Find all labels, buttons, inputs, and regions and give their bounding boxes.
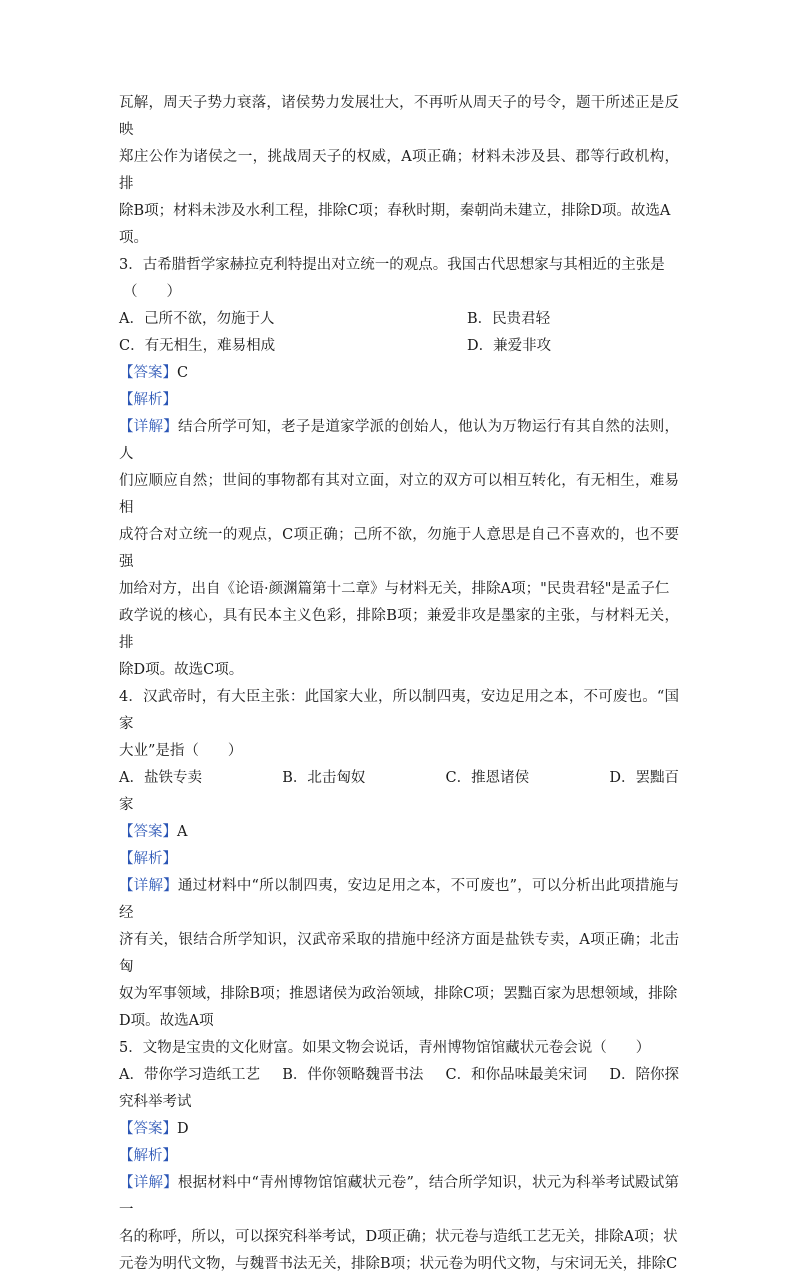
option-b: B．北击匈奴 (282, 770, 366, 786)
answer-tag: 【答案】 (119, 824, 177, 840)
detail-text: 根据材料中“青州博物馆馆藏状元卷”，结合所学知识，状元为科举考试殿试第一 (119, 1175, 680, 1218)
option-a: A．己所不欲，勿施于人 (119, 311, 275, 327)
option-wrap: 家 (119, 797, 134, 813)
question-stem: 4．汉武帝时，有大臣主张：此国家大业，所以制四夷，安边足用之本，不可废也。“国家 (119, 689, 679, 732)
answer-blank: （ ） (123, 284, 181, 300)
analysis-tag: 【解析】 (119, 392, 177, 408)
answer-line (119, 1116, 679, 1143)
question-5 (119, 1035, 679, 1278)
question-stem: 3．古希腊哲学家赫拉克利特提出对立统一的观点。我国古代思想家与其相近的主张是 (119, 257, 665, 273)
detail-block (119, 873, 679, 1035)
detail-line (119, 1170, 679, 1224)
detail-line: 元卷为明代文物，与魏晋书法无关，排除B项；状元卷为明代文物，与宋词无关，排除C (119, 1256, 678, 1272)
analysis-line (119, 1143, 679, 1170)
option-c: C．有无相生，难易相成 (119, 338, 276, 354)
answer-tag: 【答案】 (119, 365, 177, 381)
intro-line: 郑庄公作为诸侯之一，挑战周天子的权威，A项正确；材料未涉及县、郡等行政机构，排 (119, 149, 679, 192)
analysis-tag: 【解析】 (119, 851, 177, 867)
option-d: D．陪你探 (609, 1067, 679, 1083)
options (119, 1062, 679, 1116)
detail-line: 成符合对立统一的观点，C项正确；己所不欲，勿施于人意思是自己不喜欢的，也不要强 (119, 527, 679, 570)
question-4 (119, 684, 679, 1035)
option-wrap: 究科举考试 (119, 1094, 192, 1110)
detail-line: 加给对方，出自《论语·颜渊篇第十二章》与材料无关，排除A项；"民贵君轻"是孟子仁 (119, 581, 670, 597)
analysis-line (119, 846, 679, 873)
detail-text: 结合所学可知，老子是道家学派的创始人，他认为万物运行有其自然的法则，人 (119, 419, 680, 462)
detail-line: 们应顺应自然；世间的事物都有其对立面，对立的双方可以相互转化，有无相生，难易相 (119, 473, 679, 516)
option-b: B．民贵君轻 (467, 311, 551, 327)
option-c: C．推恩诸侯 (445, 770, 530, 786)
options-row (119, 1062, 679, 1089)
options (119, 306, 679, 360)
detail-line: 济有关，银结合所学知识，汉武帝采取的措施中经济方面是盐铁专卖，A项正确；北击匈 (119, 932, 679, 975)
intro-line: 除B项；材料未涉及水利工程，排除C项；春秋时期，秦朝尚未建立，排除D项。故选A (119, 203, 671, 219)
analysis-line (119, 387, 679, 414)
intro-continuation (119, 90, 679, 252)
detail-tag: 【详解】 (119, 1175, 178, 1191)
document-page (119, 90, 679, 1278)
option-d: D．兼爱非攻 (467, 338, 552, 354)
detail-line (119, 414, 679, 468)
detail-line: 除D项。故选C项。 (119, 662, 244, 678)
analysis-tag: 【解析】 (119, 1148, 177, 1164)
detail-block (119, 414, 679, 684)
answer-value: A (177, 824, 188, 840)
answer-line (119, 819, 679, 846)
options-row (119, 765, 679, 792)
detail-line: 政学说的核心，具有民本主义色彩，排除B项；兼爱非攻是墨家的主张，与材料无关，排 (119, 608, 679, 651)
question-stem: 大业”是指（ ） (119, 743, 243, 759)
option-a: A．带你学习造纸工艺 (119, 1067, 260, 1083)
answer-line (119, 360, 679, 387)
option-c: C．和你品味最美宋词 (445, 1067, 588, 1083)
option-a: A．盐铁专卖 (119, 770, 202, 786)
option-b: B．伴你领略魏晋书法 (282, 1067, 424, 1083)
detail-line: 名的称呼，所以，可以探究科举考试，D项正确；状元卷与造纸工艺无关，排除A项；状 (119, 1229, 678, 1245)
detail-block (119, 1170, 679, 1278)
detail-line: D项。故选A项 (119, 1013, 214, 1029)
answer-value: C (177, 365, 189, 381)
question-stem: 5．文物是宝贵的文化财富。如果文物会说话，青州博物馆馆藏状元卷会说（ ） (119, 1040, 651, 1056)
detail-line: 奴为军事领域，排除B项；推恩诸侯为政治领域，排除C项；罢黜百家为思想领域，排除 (119, 986, 678, 1002)
detail-text: 通过材料中“所以制四夷，安边足用之本，不可废也”，可以分析出此项措施与经 (119, 878, 680, 921)
detail-line (119, 873, 679, 927)
options (119, 765, 679, 819)
intro-line: 项。 (119, 230, 148, 246)
detail-tag: 【详解】 (119, 419, 178, 435)
intro-line: 瓦解，周天子势力衰落，诸侯势力发展壮大，不再听从周天子的号令，题干所述正是反映 (119, 95, 679, 138)
question-3 (119, 252, 679, 684)
answer-value: D (177, 1121, 189, 1137)
answer-tag: 【答案】 (119, 1121, 177, 1137)
option-d: D．罢黜百 (609, 770, 679, 786)
detail-tag: 【详解】 (119, 878, 178, 894)
